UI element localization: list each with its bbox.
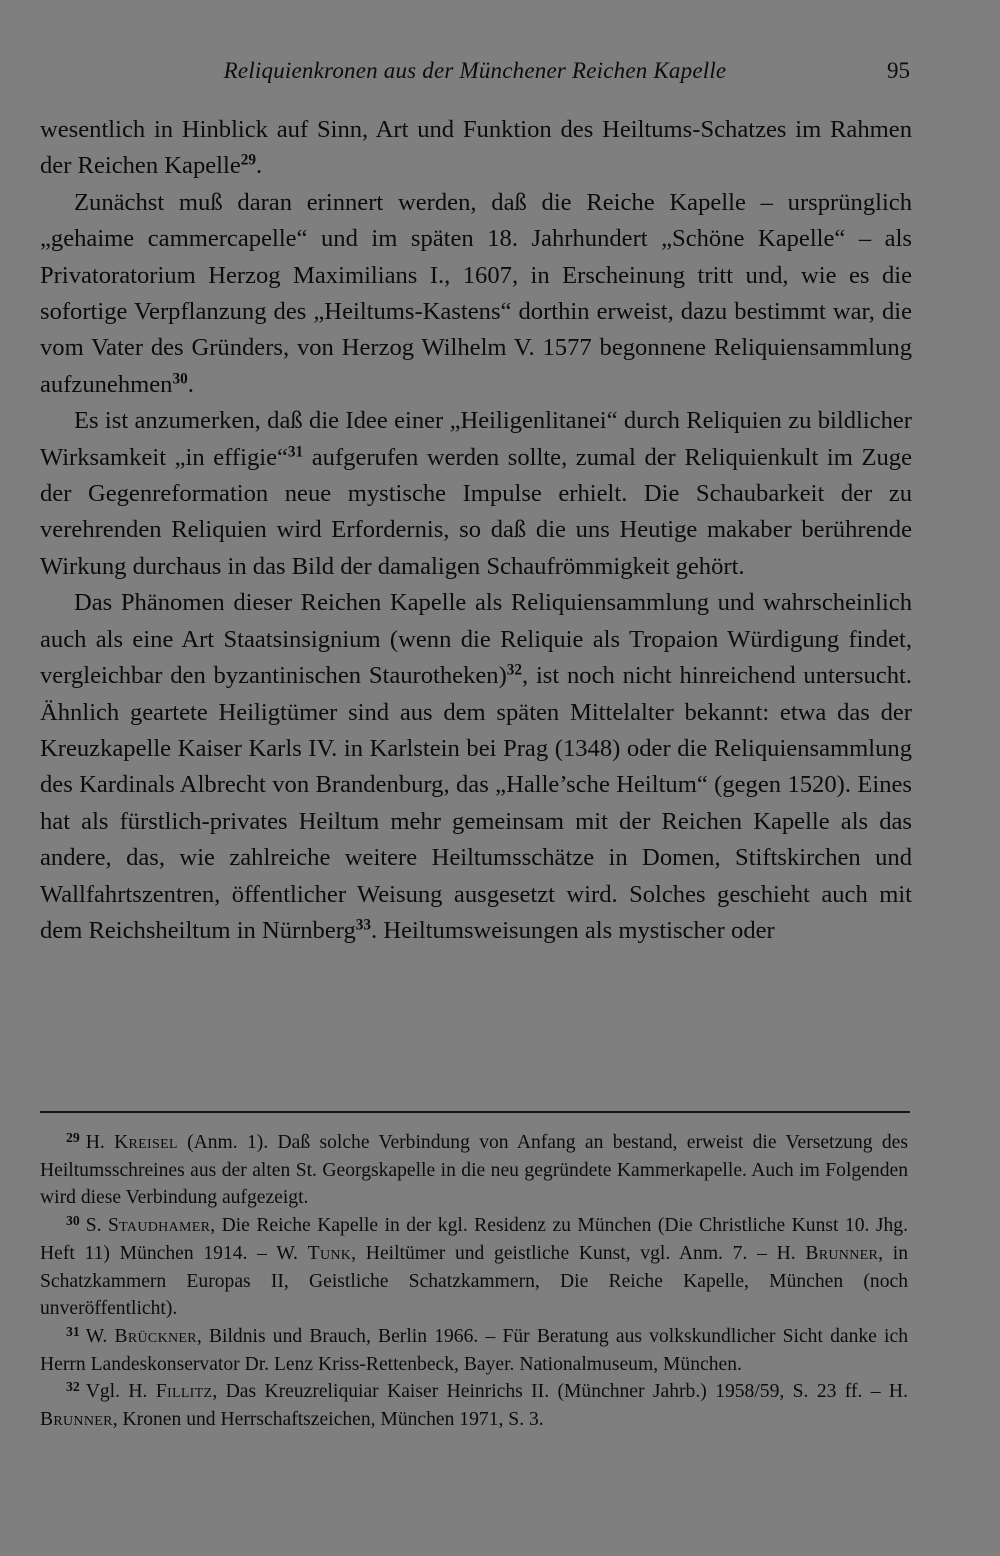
paragraph-2 [40,185,912,403]
author-name: Brückner [114,1325,197,1347]
paragraph-3 [40,403,912,585]
text-run: , Die Reiche Kapelle in der kgl. Residenz zu München (Die Christliche Kunst 10. Jhg. Heft 11) München 1914. – W. [40,1215,908,1264]
footnote-separator [40,1111,910,1113]
footnote-ref-29: 29 [240,152,256,170]
text-run: Zunächst muß daran erinnert werden, daß die Reiche Kapelle – ursprünglich „gehaime cammercapelle“ und im späten 18. Jahrhundert „Schöne Kapelle“ – als Privatoratorium Herzog Maximilians I., 1607, in Erscheinung tritt und, wie es die sofortige Verpflanzung des „Heiltums-Kastens“ dorthin erweist, dazu bestimmt war, die vom Vater des Gründers, von Herzog Wilhelm V. 1577 begonnene Reliquiensammlung aufzunehmen [40,188,912,398]
main-text [40,112,912,949]
footnote-ref-31: 31 [287,443,304,461]
footnote-32 [40,1378,908,1433]
text-run: , Das Kreuzreliquiar Kaiser Heinrichs II. (Münchner Jahrb.) 1958/59, S. 23 ff. – H. [212,1381,908,1403]
author-name: Fillitz [155,1381,213,1403]
page-number: 95 [887,58,910,83]
author-name: Brunner [40,1409,113,1431]
text-run: , Bildnis und Brauch, Berlin 1966. – Für Beratung aus volkskundlicher Sicht danke ich Herrn Landeskonservator Dr. Lenz Kriss-Rettenbeck, Bayer. Nationalmuseum, München. [40,1325,908,1375]
footnote-number: 30 [66,1212,80,1228]
footnote-30 [40,1212,908,1323]
text-run: H. [85,1132,115,1153]
paragraph-1 [40,112,912,185]
footnotes [40,1129,908,1434]
text-run: Vgl. H. [85,1381,156,1403]
author-name: Tunk [307,1242,352,1264]
text-run: . Heiltumsweisungen als mystischer oder [371,916,775,944]
running-title: Reliquienkronen aus der Münchener Reichen Kapelle [223,58,727,83]
author-name: Kreisel [114,1132,178,1153]
text-run: Das Phänomen dieser Reichen Kapelle als Reliquiensammlung und wahrscheinlich auch als eine Art Staatsinsignium (wenn die Reliquie als Tropaion Würdigung findet, vergleichbar den byzantinischen Staurotheken) [40,589,912,690]
text-run: aufgerufen werden sollte, zumal der Reliquienkult im Zuge der Gegenreformation neue mystische Impulse erhielt. Die Schaubarkeit der zu verehrenden Reliquien wird Erfordernis, so daß die uns Heutige makaber berührende Wirkung durchaus in das Bild der damaligen Schaufrömmigkeit gehört. [40,443,913,580]
footnote-ref-30: 30 [172,370,188,388]
text-run: S. [85,1215,108,1237]
text-run: (Anm. 1). Daß solche Verbindung von Anfang an bestand, erweist die Versetzung des Heiltumsschreines aus der alten St. Georgskapelle in die neu gegründete Kammerkapelle. Auch im Folgenden wird diese Verbindung aufgezeigt. [40,1132,908,1209]
paragraph-4 [40,585,912,949]
footnote-number: 29 [66,1129,80,1145]
footnote-number: 32 [66,1379,80,1395]
text-run: . [187,370,194,398]
text-run: , ist noch nicht hinreichend untersucht. Ähnlich geartete Heiligtümer sind aus dem späten Mittelalter bekannt: etwa das der Kreuzkapelle Kaiser Karls IV. in Karlstein bei Prag (1348) oder die Reliquiensammlung des Kardinals Albrecht von Brandenburg, das „Halle’sche Heiltum“ (gegen 1520). Eines hat als fürstlich-privates Heiltum mehr gemeinsam mit der Reichen Kapelle als das andere, das, wie zahlreiche weitere Heiltumsschätze in Domen, Stiftskirchen und Wallfahrtszentren, öffentlicher Weisung ausgesetzt wird. Solches geschieht auch mit dem Reichsheiltum in Nürnberg [40,662,912,944]
page-header [40,58,910,90]
author-name: Brunner [805,1242,879,1264]
footnote-29 [40,1129,908,1212]
footnote-31 [40,1323,908,1378]
text-run: Es ist anzumerken, daß die Idee einer „Heiligenlitanei“ durch Reliquien zu bildlicher Wirksamkeit „in effigie“ [40,407,912,471]
author-name: Staudhamer [107,1215,211,1237]
text-run: , Heiltümer und geistliche Kunst, vgl. Anm. 7. – H. [351,1242,806,1264]
footnote-ref-32: 32 [506,661,523,679]
text-run: , in Schatzkammern Europas II, Geistliche Schatzkammern, Die Reiche Kapelle, München (noch unveröffentlicht). [40,1242,908,1320]
text-run: wesentlich in Hinblick auf Sinn, Art und Funktion des Heiltums-Schatzes im Rahmen der Reichen Kapelle [40,116,912,180]
footnote-ref-33: 33 [355,916,372,934]
footnote-number: 31 [66,1323,80,1339]
text-run: . [256,152,263,180]
text-run: , Kronen und Herrschaftszeichen, München 1971, S. 3. [112,1409,544,1431]
text-run: W. [85,1325,115,1347]
